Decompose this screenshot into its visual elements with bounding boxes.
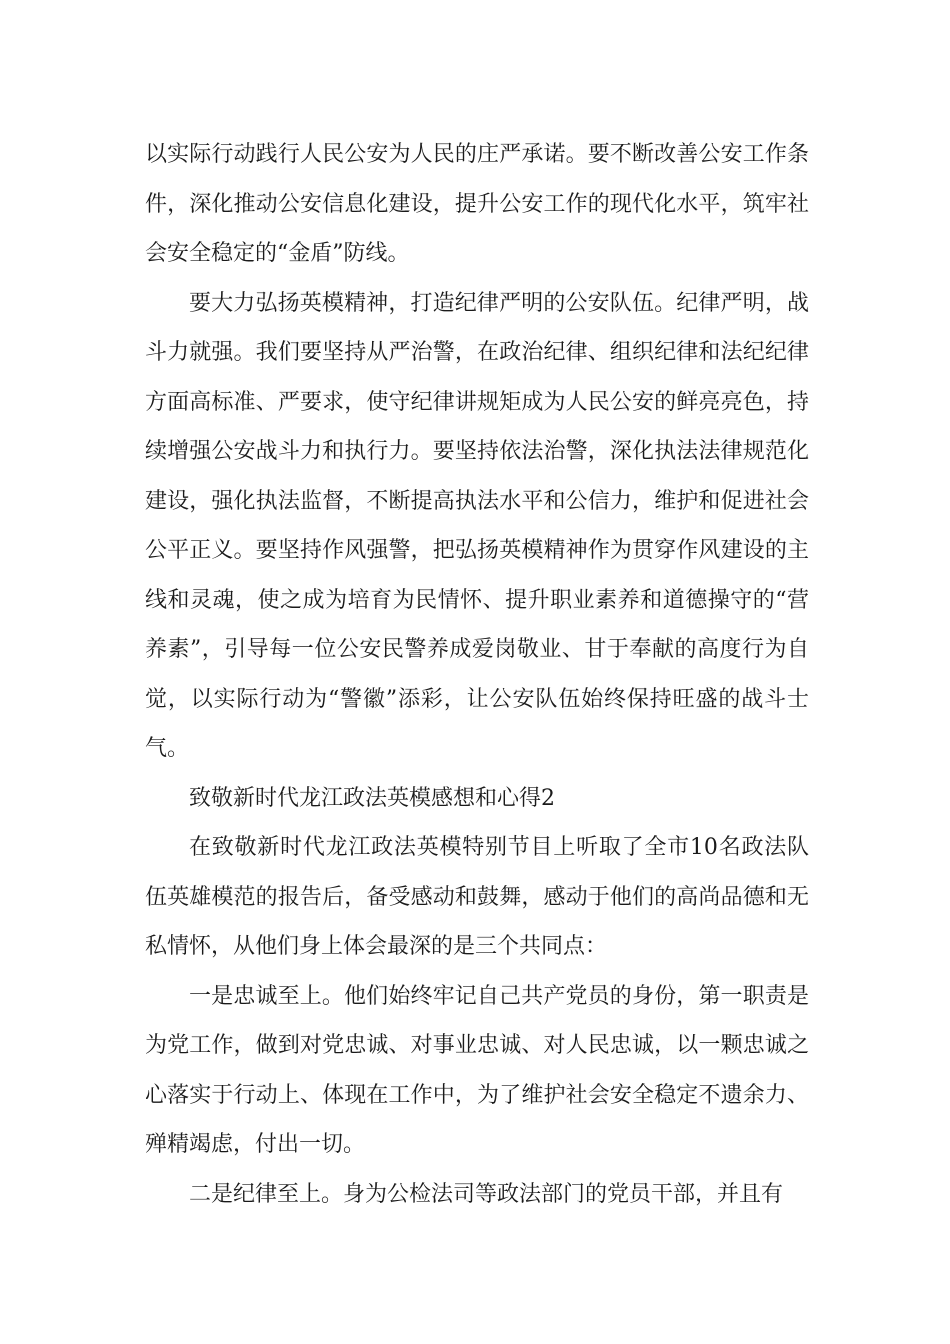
paragraph: 在致敬新时代龙江政法英模特别节目上听取了全市10名政法队伍英雄模范的报告后，备受感动和鼓舞，感动于他们的高尚品德和无私情怀，从他们身上体会最深的是三个共同点： xyxy=(145,835,809,959)
paragraph: 以实际行动践行人民公安为人民的庄严承诺。要不断改善公安工作条件，深化推动公安信息化建设，提升公安工作的现代化水平，筑牢社会安全稳定的“金盾”防线。 xyxy=(145,142,809,266)
paragraph: 二是纪律至上。身为公检法司等政法部门的党员干部，并且有 xyxy=(189,1181,784,1207)
section-heading: 致敬新时代龙江政法英模感想和心得2 xyxy=(189,785,555,811)
paragraph: 要大力弘扬英模精神，打造纪律严明的公安队伍。纪律严明，战斗力就强。我们要坚持从严治警，在政治纪律、组织纪律和法纪纪律方面高标准、严要求，使守纪律讲规矩成为人民公安的鲜亮亮色，持续增强公安战斗力和执行力。要坚持依法治警，深化执法法律规范化建设，强化执法监督，不断提高执法水平和公信力，维护和促进社会公平正义。要坚持作风强警，把弘扬英模精神作为贯穿作风建设的主线和灵魂，使之成为培育为民情怀、提升职业素养和道德操守的“营养素”，引导每一位公安民警养成爱岗敬业、甘于奉献的高度行为自觉，以实际行动为“警徽”添彩，让公安队伍始终保持旺盛的战斗士气。 xyxy=(145,290,809,761)
document-body xyxy=(145,130,809,1219)
paragraph: 一是忠诚至上。他们始终牢记自己共产党员的身份，第一职责是为党工作，做到对党忠诚、对事业忠诚、对人民忠诚，以一颗忠诚之心落实于行动上、体现在工作中，为了维护社会安全稳定不遗余力、殚精竭虑，付出一切。 xyxy=(145,983,809,1157)
